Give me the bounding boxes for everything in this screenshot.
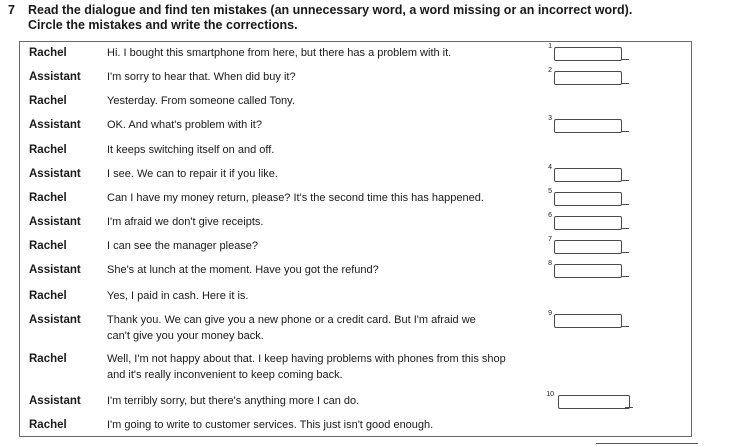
instruction-line-1 <box>8 3 632 18</box>
speaker-label: Rachel <box>29 353 67 365</box>
answer-number: 9 <box>548 310 552 317</box>
dialogue-line: It keeps switching itself on and off. <box>107 144 275 156</box>
exercise-number: 7 <box>8 3 15 17</box>
speaker-label: Assistant <box>29 314 81 326</box>
answer-number: 2 <box>548 67 552 74</box>
speaker-label: Rachel <box>29 240 67 252</box>
answer-box-9[interactable] <box>554 314 622 328</box>
instruction-line-2: Circle the mistakes and write the corrections. <box>28 18 298 32</box>
answer-number: 6 <box>548 212 552 219</box>
dialogue-line: OK. And what's problem with it? <box>107 119 262 131</box>
speaker-label: Assistant <box>29 264 81 276</box>
dialogue-line: Yes, I paid in cash. Here it is. <box>107 290 249 302</box>
dialogue-line: I'm sorry to hear that. When did buy it? <box>107 71 296 83</box>
speaker-label: Assistant <box>29 71 81 83</box>
answer-box-6[interactable] <box>554 216 622 230</box>
dialogue-line: Hi. I bought this smartphone from here, but there has a problem with it. <box>107 47 452 59</box>
divider <box>596 443 698 444</box>
speaker-label: Rachel <box>29 192 67 204</box>
speaker-label: Assistant <box>29 395 81 407</box>
answer-box-7[interactable] <box>554 240 622 254</box>
answer-number: 4 <box>548 164 552 171</box>
dialogue-line: Yesterday. From someone called Tony. <box>107 95 295 107</box>
answer-number: 3 <box>548 115 552 122</box>
exercise-header <box>8 3 632 33</box>
answer-number: 10 <box>546 391 554 398</box>
answer-number: 5 <box>548 188 552 195</box>
dialogue-line: I see. We can to repair it if you like. <box>107 168 278 180</box>
dialogue-line: I'm afraid we don't give receipts. <box>107 216 264 228</box>
answer-box-10[interactable] <box>558 395 630 409</box>
dialogue-line: Can I have my money return, please? It's the second time this has happened. <box>107 192 484 204</box>
answer-number: 7 <box>548 236 552 243</box>
answer-box-4[interactable] <box>554 168 622 182</box>
speaker-label: Assistant <box>29 168 81 180</box>
dialogue-line: I'm terribly sorry, but there's anything more I can do. <box>107 395 360 407</box>
speaker-label: Rachel <box>29 95 67 107</box>
dialogue-line: I'm going to write to customer services. This just isn't good enough. <box>107 419 434 431</box>
dialogue-line: Well, I'm not happy about that. I keep having problems with phones from this shop and it's really inconvenient to keep coming back. <box>107 353 506 381</box>
answer-number: 1 <box>548 43 552 50</box>
dialogue-line: She's at lunch at the moment. Have you got the refund? <box>107 264 379 276</box>
answer-box-2[interactable] <box>554 71 622 85</box>
speaker-label: Rachel <box>29 144 67 156</box>
answer-box-8[interactable] <box>554 264 622 278</box>
answer-number: 8 <box>548 260 552 267</box>
speaker-label: Rachel <box>29 290 67 302</box>
dialogue-line: I can see the manager please? <box>107 240 259 252</box>
answer-box-1[interactable] <box>554 47 622 61</box>
speaker-label: Assistant <box>29 216 81 228</box>
answer-box-3[interactable] <box>554 119 622 133</box>
speaker-label: Rachel <box>29 419 67 431</box>
instruction-text-1: Read the dialogue and find ten mistakes (an unnecessary word, a word missing or an incorrect word). <box>28 3 633 17</box>
answer-box-5[interactable] <box>554 192 622 206</box>
dialogue-line: Thank you. We can give you a new phone or a credit card. But I'm afraid we can't give you your money back. <box>107 314 476 342</box>
speaker-label: Assistant <box>29 119 81 131</box>
dialogue-box <box>19 41 692 437</box>
speaker-label: Rachel <box>29 47 67 59</box>
